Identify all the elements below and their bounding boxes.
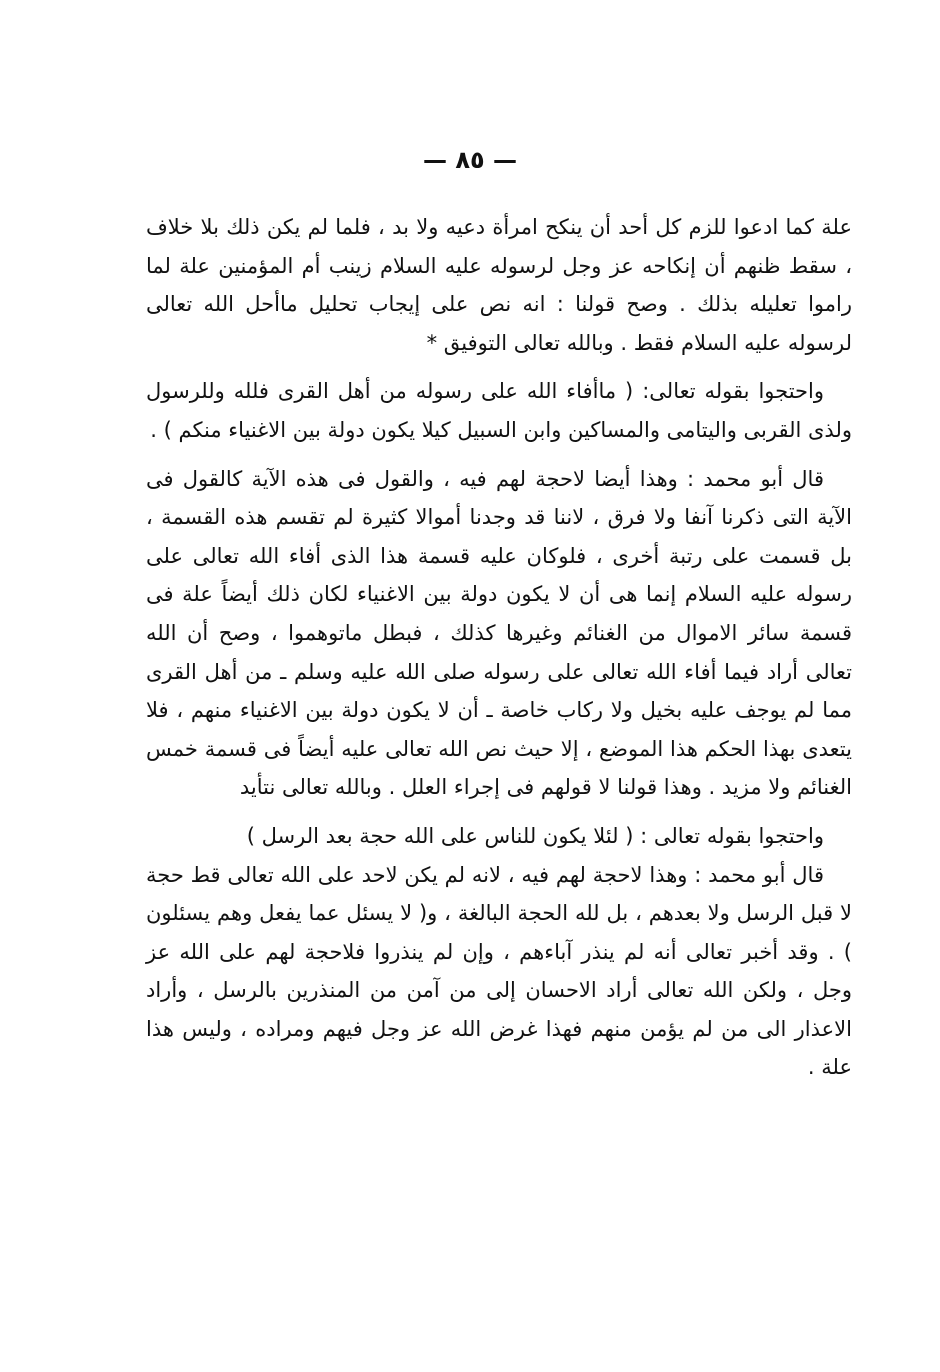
paragraph-continuation: علة كما ادعوا للزم كل أحد أن ينكح امرأة دعيه ولا بد ، فلما لم يكن ذلك بلا خلاف ، سقط ظنهم أن إنكاحه عز وجل لرسوله عليه السلام زينب أم المؤمنين علة لما راموا تعليله بذلك . وصح قولنا : انه نص على إيجاب تحليل ماأحل الله تعالى لرسوله عليه السلام فقط . وبالله تعالى التوفيق * (146, 215, 852, 355)
paragraph-author-reply-2: قال أبو محمد : وهذا لاحجة لهم فيه ، لانه لم يكن لاحد على الله تعالى قط حجة لا قبل الرسل ولا بعدهم ، بل لله الحجة البالغة ، و( لا يسئل عما يفعل وهم يسئلون ) . وقد أخبر تعالى أنه لم ينذر آباءهم ، وإن لم ينذروا فلاحجة لهم على الله عز وجل ، ولكن الله تعالى أراد الاحسان إلى من آمن من المنذرين بالرسل ، وأراد الاعذار الى من لم يؤمن منهم فهذا غرض الله عز وجل فيهم ومراده ، وليس هذا علة . (146, 862, 852, 1080)
paragraph-quran-citation-1: واحتجوا بقوله تعالى: ( ماأفاء الله على رسوله من أهل القرى فلله وللرسول ولذى القربى واليتامى والمساكين وابن السبيل كيلا يكون دولة بين الاغنياء منكم ) . (146, 379, 852, 442)
paragraph-author-reply-1: قال أبو محمد : وهذا أيضا لاحجة لهم فيه ، والقول فى هذه الآية كالقول فى الآية التى ذكرنا آنفا ولا فرق ، لاننا قد وجدنا أموالا كثيرة لم تقسم هذه القسمة ، بل قسمت على رتبة أخرى ، فلوكان عليه قسمة هذا الذى أفاء الله تعالى على رسوله عليه السلام إنما هى أن لا يكون دولة بين الاغنياء لكان ذلك أيضاً علة فى قسمة سائر الاموال من الغنائم وغيرها كذلك ، فبطل ماتوهموا ، وصح أن الله تعالى أراد فيما أفاء الله تعالى على رسوله صلى الله عليه وسلم ـ من أهل القرى مما لم يوجف عليه بخيل ولا ركاب خاصة ـ أن لا يكون دولة بين الاغنياء منهم ، فلا يتعدى بهذا الحكم هذا الموضع ، إلا حيث نص الله تعالى عليه أيضاً فى قسمة خمس الغنائم ولا مزيد . وهذا قولنا لا قولهم فى إجراء العلل . وبالله تعالى نتأيد (146, 466, 852, 800)
paragraph-quran-citation-2: واحتجوا بقوله تعالى : ( لئلا يكون للناس على الله حجة بعد الرسل ) (246, 823, 824, 848)
page-body-text (146, 208, 852, 1087)
page-number: — ٨٥ — (422, 146, 517, 174)
